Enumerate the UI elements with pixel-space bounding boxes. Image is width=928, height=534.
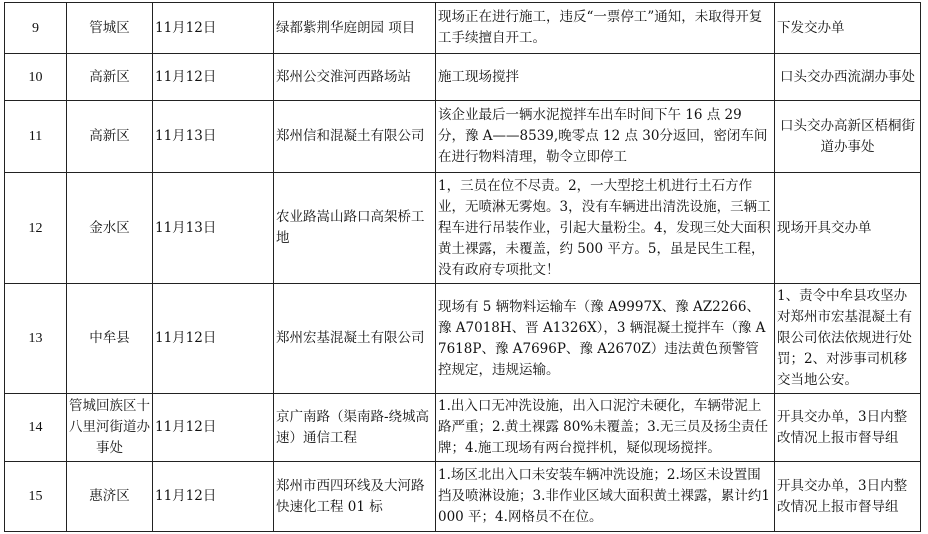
issue-cell: 现场有 5 辆物料运输车（豫 A9997X、豫 AZ2266、豫 A7018H、晋 A1326X），3 辆混凝土搅拌车（豫 A7618P、豫 A7696P、豫 A2670Z）违法黄色预警管控规定，违规运输。 — [436, 284, 775, 394]
date-cell: 11月12日 — [153, 284, 274, 394]
issue-cell: 现场正在进行施工，违反“一票停工”通知，未取得开复工手续擅自开工。 — [436, 3, 775, 54]
date-cell: 11月12日 — [153, 3, 274, 54]
district-cell: 高新区 — [67, 54, 153, 101]
table-row — [5, 3, 921, 54]
site-cell: 绿都紫荆华庭朗园 项目 — [274, 3, 436, 54]
district-cell: 金水区 — [67, 173, 153, 284]
site-cell: 郑州市西四环线及大河路快速化工程 01 标 — [274, 462, 436, 532]
site-cell: 郑州信和混凝土有限公司 — [274, 101, 436, 173]
action-cell: 现场开具交办单 — [775, 173, 921, 284]
site-cell: 京广南路（渠南路-绕城高速）通信工程 — [274, 394, 436, 462]
date-cell: 11月12日 — [153, 462, 274, 532]
issue-cell: 1.场区北出入口未安装车辆冲洗设施；2.场区未设置围挡及喷淋设施；3.非作业区域大面积黄土裸露，累计约1000 平；4.网格员不在位。 — [436, 462, 775, 532]
action-cell: 口头交办西流湖办事处 — [775, 54, 921, 101]
row-number: 14 — [5, 394, 67, 462]
action-cell: 开具交办单，3日内整改情况上报市督导组 — [775, 394, 921, 462]
table-row — [5, 462, 921, 532]
district-cell: 管城区 — [67, 3, 153, 54]
row-number: 12 — [5, 173, 67, 284]
table-row — [5, 394, 921, 462]
table-row — [5, 101, 921, 173]
district-cell: 惠济区 — [67, 462, 153, 532]
district-cell: 中牟县 — [67, 284, 153, 394]
site-cell: 郑州宏基混凝土有限公司 — [274, 284, 436, 394]
date-cell: 11月12日 — [153, 394, 274, 462]
table-row — [5, 54, 921, 101]
issue-cell: 1.出入口无冲洗设施，出入口泥泞未硬化，车辆带泥上路严重；2.黄土裸露 80%未覆盖；3.无三员及扬尘责任牌；4.施工现场有两台搅拌机，疑似现场搅拌。 — [436, 394, 775, 462]
action-cell: 口头交办高新区梧桐街道办事处 — [775, 101, 921, 173]
district-cell: 高新区 — [67, 101, 153, 173]
row-number: 13 — [5, 284, 67, 394]
row-number: 10 — [5, 54, 67, 101]
issue-cell: 施工现场搅拌 — [436, 54, 775, 101]
issue-cell: 该企业最后一辆水泥搅拌车出车时间下午 16 点 29 分，豫 A——8539,晚零点 12 点 30分返回，密闭车间在进行物料清理，勒令立即停工 — [436, 101, 775, 173]
action-cell: 1、责令中牟县攻坚办对郑州市宏基混凝土有限公司依法依规进行处罚；2、对涉事司机移交当地公安。 — [775, 284, 921, 394]
date-cell: 11月12日 — [153, 54, 274, 101]
site-cell: 农业路嵩山路口高架桥工地 — [274, 173, 436, 284]
row-number: 11 — [5, 101, 67, 173]
date-cell: 11月13日 — [153, 101, 274, 173]
issue-cell: 1，三员在位不尽责。2，一大型挖土机进行土石方作业，无喷淋无雾炮。3，没有车辆进出清洗设施，三辆工程车进行吊装作业，引起大量粉尘。4，发现三处大面积黄土裸露，未覆盖，约 500 平方。5，虽是民生工程，没有政府专项批文！ — [436, 173, 775, 284]
date-cell: 11月13日 — [153, 173, 274, 284]
row-number: 9 — [5, 3, 67, 54]
inspection-table — [4, 2, 921, 532]
site-cell: 郑州公交淮河西路场站 — [274, 54, 436, 101]
action-cell: 开具交办单，3日内整改情况上报市督导组 — [775, 462, 921, 532]
row-number: 15 — [5, 462, 67, 532]
table-row — [5, 284, 921, 394]
table-row — [5, 173, 921, 284]
action-cell: 下发交办单 — [775, 3, 921, 54]
district-cell: 管城回族区十八里河街道办事处 — [67, 394, 153, 462]
